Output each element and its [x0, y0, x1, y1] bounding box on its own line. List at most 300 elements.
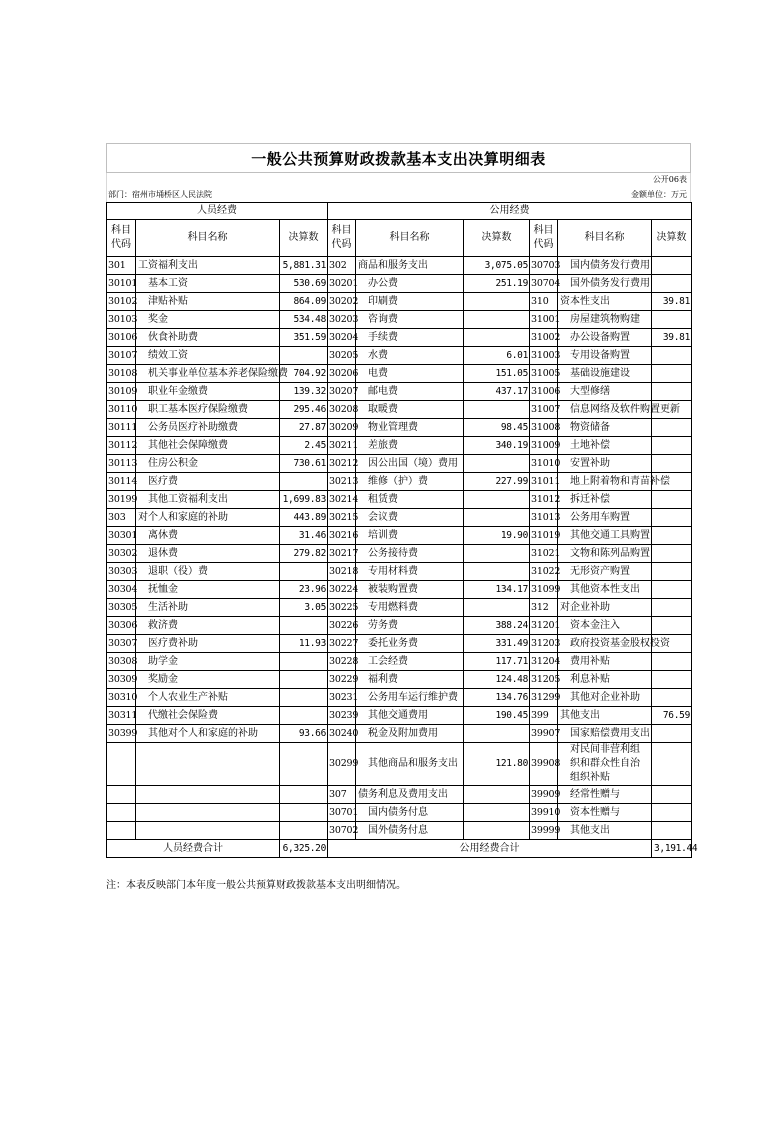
subject-code-cell: 30106 — [107, 329, 136, 347]
subject-code-cell: 30240 — [328, 725, 356, 743]
amount-cell — [280, 743, 328, 786]
subject-code-cell: 30209 — [328, 419, 356, 437]
subject-name-cell: 培训费 — [356, 527, 464, 545]
amount-cell: 2.45 — [280, 437, 328, 455]
subject-code-cell: 303 — [107, 509, 136, 527]
amount-cell — [652, 437, 692, 455]
subject-name-cell: 国家赔偿费用支出 — [558, 725, 652, 743]
subject-name-cell: 取暖费 — [356, 401, 464, 419]
amount-cell — [652, 527, 692, 545]
amount-cell — [280, 804, 328, 822]
amount-cell — [652, 275, 692, 293]
amount-cell — [280, 653, 328, 671]
subject-code-cell: 30704 — [530, 275, 558, 293]
amount-cell: 443.89 — [280, 509, 328, 527]
subject-name-cell: 其他交通工具购置 — [558, 527, 652, 545]
subject-code-cell: 30205 — [328, 347, 356, 365]
subject-name-cell: 印刷费 — [356, 293, 464, 311]
col-amount: 决算数 — [280, 220, 328, 257]
col-amount: 决算数 — [464, 220, 530, 257]
table-row — [107, 617, 692, 635]
amount-cell — [652, 581, 692, 599]
amount-cell — [652, 383, 692, 401]
subject-code-cell: 31010 — [530, 455, 558, 473]
amount-cell: 124.48 — [464, 671, 530, 689]
subject-code-cell: 30701 — [328, 804, 356, 822]
subject-code-cell: 30301 — [107, 527, 136, 545]
table-row — [107, 509, 692, 527]
subject-name-cell: 专用燃料费 — [356, 599, 464, 617]
subject-code-cell: 30229 — [328, 671, 356, 689]
amount-cell — [464, 509, 530, 527]
subject-code-cell: 30311 — [107, 707, 136, 725]
table-row — [107, 437, 692, 455]
subject-name-cell: 离休费 — [136, 527, 280, 545]
subject-name-cell: 伙食补助费 — [136, 329, 280, 347]
subject-name-cell: 生活补助 — [136, 599, 280, 617]
table-row — [107, 383, 692, 401]
subject-name-cell: 国内债务发行费用 — [558, 257, 652, 275]
subject-name-cell: 对企业补助 — [558, 599, 652, 617]
subject-name-cell: 抚恤金 — [136, 581, 280, 599]
table-row — [107, 653, 692, 671]
public-header: 公用经费 — [328, 203, 692, 220]
table-row — [107, 599, 692, 617]
expenditure-table — [106, 202, 698, 858]
amount-cell: 530.69 — [280, 275, 328, 293]
amount-cell — [464, 822, 530, 840]
subject-name-cell: 福利费 — [356, 671, 464, 689]
subject-code-cell: 30227 — [328, 635, 356, 653]
amount-cell — [652, 347, 692, 365]
amount-cell — [464, 401, 530, 419]
subject-code-cell: 31005 — [530, 365, 558, 383]
subject-name-cell: 其他工资福利支出 — [136, 491, 280, 509]
subject-code-cell: 30217 — [328, 545, 356, 563]
amount-cell: 11.93 — [280, 635, 328, 653]
subject-name-cell: 信息网络及软件购置更新 — [558, 401, 652, 419]
subject-code-cell: 31201 — [530, 617, 558, 635]
subject-name-cell: 工资福利支出 — [136, 257, 280, 275]
amount-cell — [652, 509, 692, 527]
subject-code-cell: 30114 — [107, 473, 136, 491]
personnel-header: 人员经费 — [107, 203, 328, 220]
amount-cell — [652, 671, 692, 689]
table-row — [107, 822, 692, 840]
subject-name-cell: 退职（役）费 — [136, 563, 280, 581]
subject-code-cell: 31012 — [530, 491, 558, 509]
subject-name-cell: 文物和陈列品购置 — [558, 545, 652, 563]
col-subject-name: 科目名称 — [356, 220, 464, 257]
amount-cell: 190.45 — [464, 707, 530, 725]
subject-code-cell: 31001 — [530, 311, 558, 329]
subject-name-cell: 其他资本性支出 — [558, 581, 652, 599]
amount-cell: 3,075.05 — [464, 257, 530, 275]
subject-name-cell: 大型修缮 — [558, 383, 652, 401]
table-row — [107, 311, 692, 329]
table-row — [107, 581, 692, 599]
table-row — [107, 329, 692, 347]
table-row — [107, 275, 692, 293]
amount-cell — [280, 473, 328, 491]
personnel-total-value: 6,325.20 — [280, 840, 328, 858]
subject-code-cell: 31002 — [530, 329, 558, 347]
subject-name-cell: 基本工资 — [136, 275, 280, 293]
subject-name-cell: 其他对企业补助 — [558, 689, 652, 707]
subject-name-cell: 资本性支出 — [558, 293, 652, 311]
table-row — [107, 257, 692, 275]
amount-cell — [464, 455, 530, 473]
amount-cell — [280, 563, 328, 581]
subject-name-cell: 差旅费 — [356, 437, 464, 455]
subject-name-cell: 专用设备购置 — [558, 347, 652, 365]
subject-code-cell: 31205 — [530, 671, 558, 689]
subject-code-cell: 30224 — [328, 581, 356, 599]
subject-code-cell: 30113 — [107, 455, 136, 473]
amount-cell: 117.71 — [464, 653, 530, 671]
subject-code-cell: 30304 — [107, 581, 136, 599]
subject-code-cell: 30215 — [328, 509, 356, 527]
subject-name-cell: 费用补贴 — [558, 653, 652, 671]
table-row — [107, 365, 692, 383]
subject-code-cell: 312 — [530, 599, 558, 617]
amount-cell: 23.96 — [280, 581, 328, 599]
subject-name-cell: 水费 — [356, 347, 464, 365]
subject-code-cell: 30310 — [107, 689, 136, 707]
subject-name-cell: 利息补贴 — [558, 671, 652, 689]
amount-cell — [464, 491, 530, 509]
col-subject-name: 科目名称 — [136, 220, 280, 257]
report-sheet — [106, 143, 698, 858]
subject-code-cell: 307 — [328, 786, 356, 804]
subject-name-cell: 劳务费 — [356, 617, 464, 635]
amount-cell — [652, 563, 692, 581]
subject-code-cell: 30111 — [107, 419, 136, 437]
subject-name-cell: 住房公积金 — [136, 455, 280, 473]
subject-name-cell: 办公设备购置 — [558, 329, 652, 347]
table-row — [107, 743, 692, 786]
subject-name-cell: 税金及附加费用 — [356, 725, 464, 743]
amount-cell: 6.01 — [464, 347, 530, 365]
table-row — [107, 401, 692, 419]
subject-code-cell: 39910 — [530, 804, 558, 822]
subject-code-cell: 30212 — [328, 455, 356, 473]
amount-cell: 5,881.31 — [280, 257, 328, 275]
amount-cell — [652, 786, 692, 804]
table-row — [107, 635, 692, 653]
subject-name-cell: 商品和服务支出 — [356, 257, 464, 275]
subject-name-cell: 基础设施建设 — [558, 365, 652, 383]
table-body — [107, 257, 692, 840]
subject-name-cell — [136, 786, 280, 804]
subject-name-cell: 经常性赠与 — [558, 786, 652, 804]
amount-cell: 331.49 — [464, 635, 530, 653]
subject-code-cell: 31008 — [530, 419, 558, 437]
subject-code-cell: 31022 — [530, 563, 558, 581]
subject-name-cell: 拆迁补偿 — [558, 491, 652, 509]
subject-code-cell: 31003 — [530, 347, 558, 365]
amount-cell: 134.76 — [464, 689, 530, 707]
subject-code-cell: 30103 — [107, 311, 136, 329]
amount-cell: 251.19 — [464, 275, 530, 293]
subject-code-cell: 30307 — [107, 635, 136, 653]
col-subject-name: 科目名称 — [558, 220, 652, 257]
subject-name-cell: 专用材料费 — [356, 563, 464, 581]
subject-name-cell: 安置补助 — [558, 455, 652, 473]
subject-code-cell: 30211 — [328, 437, 356, 455]
report-title: 一般公共预算财政拨款基本支出决算明细表 — [106, 143, 691, 173]
subject-code-cell: 30110 — [107, 401, 136, 419]
amount-cell: 295.46 — [280, 401, 328, 419]
subject-code-cell: 30107 — [107, 347, 136, 365]
amount-cell: 27.87 — [280, 419, 328, 437]
subject-name-cell: 政府投资基金股权投资 — [558, 635, 652, 653]
amount-cell: 121.80 — [464, 743, 530, 786]
amount-cell: 704.92 — [280, 365, 328, 383]
amount-cell — [464, 329, 530, 347]
subject-name-cell: 公务用车购置 — [558, 509, 652, 527]
subject-name-cell: 债务利息及费用支出 — [356, 786, 464, 804]
subject-name-cell: 办公费 — [356, 275, 464, 293]
amount-cell: 864.09 — [280, 293, 328, 311]
subject-name-cell: 电费 — [356, 365, 464, 383]
subject-name-cell: 公务接待费 — [356, 545, 464, 563]
subject-name-cell: 地上附着物和青苗补偿 — [558, 473, 652, 491]
subject-name-cell: 手续费 — [356, 329, 464, 347]
subject-name-cell: 国外债务付息 — [356, 822, 464, 840]
subject-code-cell: 31006 — [530, 383, 558, 401]
department-label: 部门：宿州市埇桥区人民法院 — [108, 190, 212, 199]
subject-code-cell: 31021 — [530, 545, 558, 563]
amount-cell: 98.45 — [464, 419, 530, 437]
subject-name-cell: 资本金注入 — [558, 617, 652, 635]
amount-cell — [464, 786, 530, 804]
table-row — [107, 455, 692, 473]
col-subject-code: 科目代码 — [107, 220, 136, 257]
subject-code-cell: 30226 — [328, 617, 356, 635]
subject-name-cell: 机关事业单位基本养老保险缴费 — [136, 365, 280, 383]
subject-name-cell: 公务用车运行维护费 — [356, 689, 464, 707]
amount-cell — [464, 311, 530, 329]
subject-code-cell — [107, 804, 136, 822]
subject-code-cell: 30702 — [328, 822, 356, 840]
subject-code-cell: 30399 — [107, 725, 136, 743]
subject-code-cell: 30228 — [328, 653, 356, 671]
amount-cell: 3.05 — [280, 599, 328, 617]
amount-cell — [652, 617, 692, 635]
subject-name-cell: 无形资产购置 — [558, 563, 652, 581]
table-row — [107, 725, 692, 743]
subject-code-cell: 399 — [530, 707, 558, 725]
subject-code-cell: 30303 — [107, 563, 136, 581]
subject-name-cell: 委托业务费 — [356, 635, 464, 653]
amount-cell: 1,699.83 — [280, 491, 328, 509]
public-total-value: 3,191.44 — [652, 840, 692, 858]
subject-name-cell: 租赁费 — [356, 491, 464, 509]
subject-name-cell: 物业管理费 — [356, 419, 464, 437]
subject-code-cell: 30299 — [328, 743, 356, 786]
subject-name-cell: 其他交通费用 — [356, 707, 464, 725]
subject-name-cell: 其他支出 — [558, 822, 652, 840]
subject-code-cell: 30108 — [107, 365, 136, 383]
subject-name-cell: 津贴补贴 — [136, 293, 280, 311]
subject-code-cell: 39999 — [530, 822, 558, 840]
table-row — [107, 473, 692, 491]
subject-name-cell: 对民间非营利组织和群众性自治组织补贴 — [558, 743, 652, 786]
subject-name-cell: 奖金 — [136, 311, 280, 329]
subject-name-cell: 国外债务发行费用 — [558, 275, 652, 293]
amount-cell: 227.99 — [464, 473, 530, 491]
table-row — [107, 689, 692, 707]
table-row — [107, 545, 692, 563]
amount-cell — [280, 786, 328, 804]
subject-name-cell: 房屋建筑物购建 — [558, 311, 652, 329]
amount-cell — [652, 689, 692, 707]
amount-cell — [464, 293, 530, 311]
amount-cell — [280, 689, 328, 707]
subject-code-cell: 30102 — [107, 293, 136, 311]
amount-cell — [652, 419, 692, 437]
subject-name-cell: 被装购置费 — [356, 581, 464, 599]
footnote: 注：本表反映部门本年度一般公共预算财政拨款基本支出明细情况。 — [106, 880, 406, 891]
subject-code-cell: 30207 — [328, 383, 356, 401]
table-row — [107, 491, 692, 509]
subject-name-cell: 代缴社会保险费 — [136, 707, 280, 725]
subject-name-cell: 公务员医疗补助缴费 — [136, 419, 280, 437]
subject-code-cell: 30109 — [107, 383, 136, 401]
subject-code-cell: 31299 — [530, 689, 558, 707]
amount-cell: 340.19 — [464, 437, 530, 455]
table-row — [107, 804, 692, 822]
subject-name-cell: 绩效工资 — [136, 347, 280, 365]
subject-code-cell: 31019 — [530, 527, 558, 545]
subject-name-cell: 助学金 — [136, 653, 280, 671]
subject-name-cell: 对个人和家庭的补助 — [136, 509, 280, 527]
subject-name-cell — [136, 804, 280, 822]
subject-code-cell: 30199 — [107, 491, 136, 509]
subject-code-cell: 30305 — [107, 599, 136, 617]
subject-name-cell: 其他对个人和家庭的补助 — [136, 725, 280, 743]
subject-code-cell — [107, 743, 136, 786]
amount-cell: 351.59 — [280, 329, 328, 347]
amount-cell — [464, 725, 530, 743]
amount-cell — [280, 347, 328, 365]
subject-name-cell: 其他支出 — [558, 707, 652, 725]
amount-cell: 388.24 — [464, 617, 530, 635]
public-total-label: 公用经费合计 — [328, 840, 652, 858]
table-row — [107, 527, 692, 545]
amount-cell: 93.66 — [280, 725, 328, 743]
subject-name-cell — [136, 743, 280, 786]
amount-cell: 151.05 — [464, 365, 530, 383]
subject-name-cell: 职业年金缴费 — [136, 383, 280, 401]
subject-code-cell: 30201 — [328, 275, 356, 293]
table-row — [107, 786, 692, 804]
amount-cell — [652, 545, 692, 563]
subject-name-cell: 资本性赠与 — [558, 804, 652, 822]
amount-cell — [464, 804, 530, 822]
amount-cell — [652, 743, 692, 786]
amount-cell: 76.59 — [652, 707, 692, 725]
subject-name-cell: 咨询费 — [356, 311, 464, 329]
amount-cell: 39.81 — [652, 293, 692, 311]
amount-cell — [280, 671, 328, 689]
amount-cell — [652, 311, 692, 329]
subject-code-cell: 30202 — [328, 293, 356, 311]
subject-name-cell: 医疗费 — [136, 473, 280, 491]
amount-cell — [280, 822, 328, 840]
subject-name-cell: 国内债务付息 — [356, 804, 464, 822]
subject-name-cell: 物资储备 — [558, 419, 652, 437]
amount-cell — [652, 725, 692, 743]
amount-cell — [652, 455, 692, 473]
subject-code-cell: 30204 — [328, 329, 356, 347]
subject-name-cell: 工会经费 — [356, 653, 464, 671]
subject-code-cell — [107, 786, 136, 804]
subject-code-cell: 30112 — [107, 437, 136, 455]
amount-cell: 39.81 — [652, 329, 692, 347]
amount-cell: 437.17 — [464, 383, 530, 401]
subject-code-cell: 31203 — [530, 635, 558, 653]
subject-name-cell: 救济费 — [136, 617, 280, 635]
amount-cell — [280, 707, 328, 725]
amount-cell: 534.48 — [280, 311, 328, 329]
table-row — [107, 347, 692, 365]
amount-cell — [464, 599, 530, 617]
amount-cell: 139.32 — [280, 383, 328, 401]
subject-code-cell: 31013 — [530, 509, 558, 527]
subject-code-cell: 301 — [107, 257, 136, 275]
subject-code-cell: 30203 — [328, 311, 356, 329]
amount-cell — [652, 804, 692, 822]
subject-code-cell: 30308 — [107, 653, 136, 671]
amount-cell: 134.17 — [464, 581, 530, 599]
amount-cell: 279.82 — [280, 545, 328, 563]
amount-cell — [652, 822, 692, 840]
subject-code-cell: 31009 — [530, 437, 558, 455]
amount-cell — [652, 257, 692, 275]
subject-name-cell: 退休费 — [136, 545, 280, 563]
table-row — [107, 671, 692, 689]
col-subject-code: 科目代码 — [328, 220, 356, 257]
amount-cell — [652, 599, 692, 617]
subject-code-cell: 30213 — [328, 473, 356, 491]
subject-code-cell: 30218 — [328, 563, 356, 581]
subject-code-cell: 30208 — [328, 401, 356, 419]
subject-code-cell: 31204 — [530, 653, 558, 671]
subject-code-cell: 30225 — [328, 599, 356, 617]
table-row — [107, 563, 692, 581]
table-row — [107, 707, 692, 725]
subject-code-cell: 39909 — [530, 786, 558, 804]
subject-name-cell: 会议费 — [356, 509, 464, 527]
amount-cell: 730.61 — [280, 455, 328, 473]
subject-code-cell: 302 — [328, 257, 356, 275]
subject-code-cell: 30214 — [328, 491, 356, 509]
amount-cell — [652, 491, 692, 509]
subject-code-cell: 30309 — [107, 671, 136, 689]
subject-code-cell: 30206 — [328, 365, 356, 383]
table-row — [107, 293, 692, 311]
amount-cell — [280, 617, 328, 635]
subject-name-cell: 因公出国（境）费用 — [356, 455, 464, 473]
subject-code-cell: 30306 — [107, 617, 136, 635]
unit-label: 金额单位：万元 — [631, 190, 687, 199]
table-code: 公开06表 — [652, 175, 687, 184]
col-amount: 决算数 — [652, 220, 692, 257]
amount-cell: 19.90 — [464, 527, 530, 545]
subject-code-cell: 30216 — [328, 527, 356, 545]
